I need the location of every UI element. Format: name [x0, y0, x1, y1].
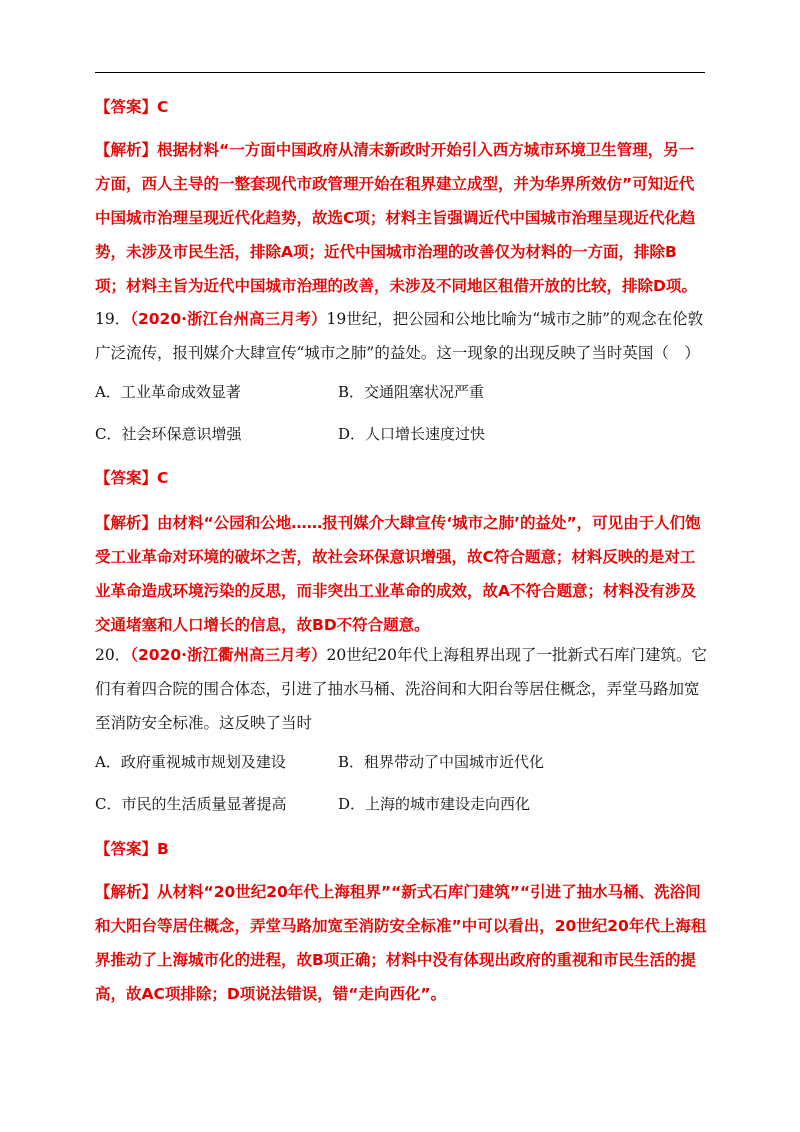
question-20-source: （2020·浙江衢州高三月考）: [130, 646, 327, 664]
answer-20: 【答案】B: [95, 840, 169, 858]
question-20-text: 20世纪20年代上海租界出现了一批新式石库门建筑。它们有着四合院的围合体态，引进了抽水马桶、洗浴间和大阳台等居住概念，弄堂马路加宽至消防安全标准。这反映了当时: [95, 646, 707, 732]
answer-18: 【答案】C: [95, 98, 169, 116]
question-20-option-b: B．租界带动了中国城市近代化: [338, 753, 545, 771]
question-20-number: 20．: [95, 646, 131, 664]
question-19-option-d: D．人口增长速度过快: [338, 425, 486, 443]
question-19-option-c: C．社会环保意识增强: [95, 425, 242, 443]
question-19-text: 19世纪，把公园和公地比喻为“城市之肺”的观念在伦敦广泛流传，报刊媒介大肆宣传“城市之肺”的益处。这一现象的出现反映了当时英国（ ）: [95, 310, 704, 362]
header-rule: [95, 72, 705, 73]
question-19-number: 19．: [95, 310, 131, 328]
answer-19: 【答案】C: [95, 469, 169, 487]
analysis-18: 【解析】根据材料“一方面中国政府从清末新政时开始引入西方城市环境卫生管理，另一方面，西人主导的一整套现代市政管理开始在租界建立成型，并为华界所效仿”可知近代中国城市治理呈现近代化趋势，故选C项；材料主旨强调近代中国城市治理呈现近代化趋势，未涉及市民生活，排除A项；近代中国城市治理的改善仅为材料的一方面，排除B项；材料主旨为近代中国城市治理的改善，未涉及不同地区租借开放的比较，排除D项。: [95, 141, 697, 295]
question-19-option-b: B．交通阻塞状况严重: [338, 383, 485, 401]
question-20-option-a: A．政府重视城市规划及建设: [95, 753, 286, 771]
analysis-19: 【解析】由材料“公园和公地……报刊媒介大肆宣传‘城市之肺’的益处”，可见由于人们饱受工业革命对环境的破坏之苦，故社会环保意识增强，故C符合题意；材料反映的是对工业革命造成环境污染的反思，而非突出工业革命的成效，故A不符合题意；材料没有涉及交通堵塞和人口增长的信息，故BD不符合题意。: [95, 514, 701, 634]
question-20-stem: [95, 638, 707, 740]
question-20-option-c: C．市民的生活质量显著提高: [95, 795, 287, 813]
question-20-option-d: D．上海的城市建设走向西化: [338, 795, 531, 813]
question-19-source: （2020·浙江台州高三月考）: [130, 310, 327, 328]
question-19-option-a: A．工业革命成效显著: [95, 383, 241, 401]
question-19-stem: [95, 302, 707, 370]
analysis-20: 【解析】从材料“20世纪20年代上海租界”“新式石库门建筑”“引进了抽水马桶、洗浴间和大阳台等居住概念，弄堂马路加宽至消防安全标准”中可以看出，20世纪20年代上海租界推动了上海城市化的进程，故B项正确；材料中没有体现出政府的重视和市民生活的提高，故AC项排除；D项说法错误，错“走向西化”。: [95, 883, 707, 1003]
